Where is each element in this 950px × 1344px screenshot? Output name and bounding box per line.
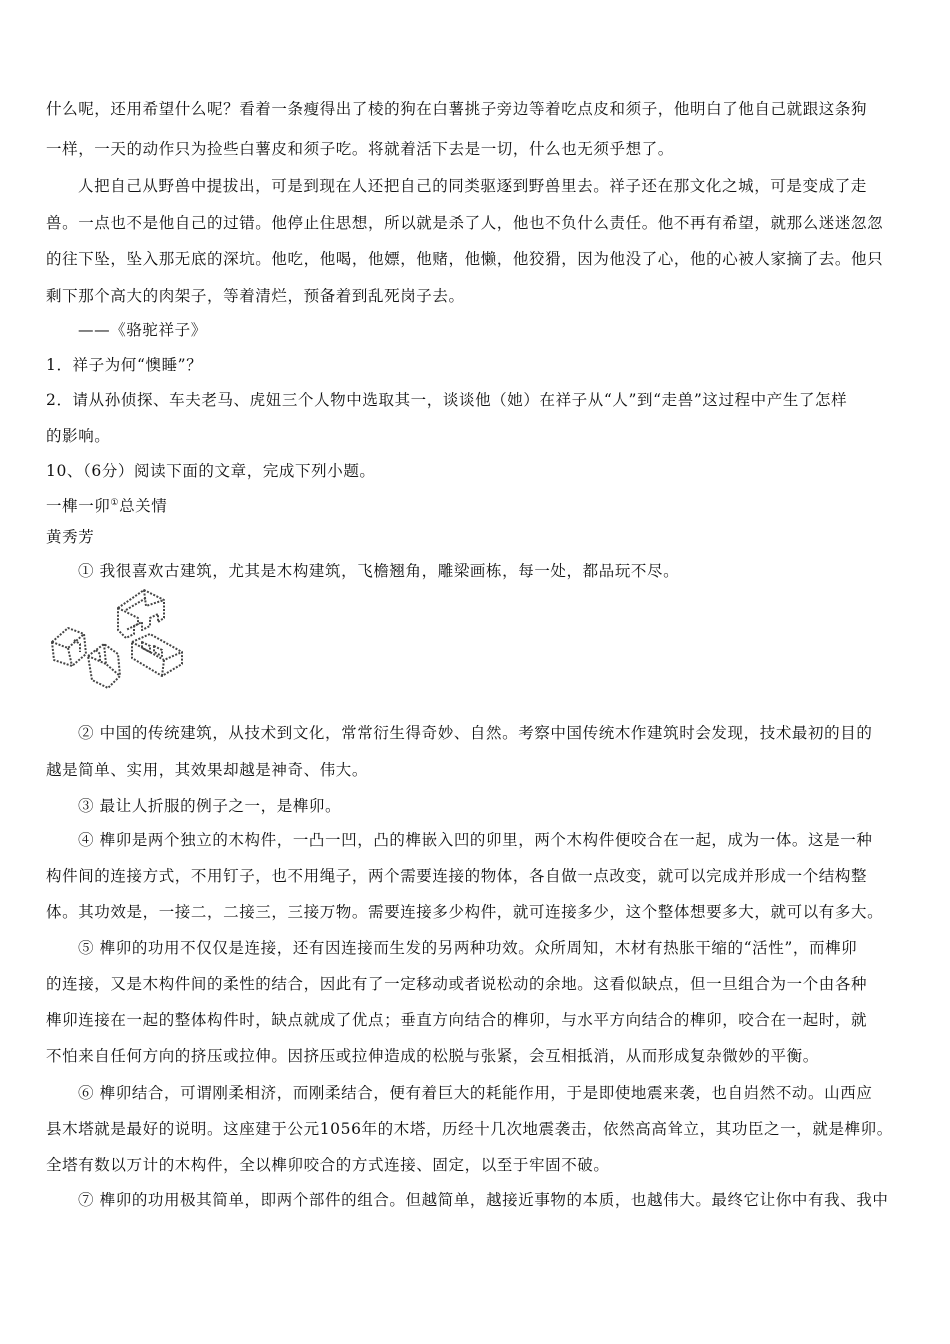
passage-line: 一样，一天的动作只为捡些白薯皮和须子吃。将就着活下去是一切，什么也无须乎想了。	[46, 140, 674, 158]
paragraph-6: ⑥ 榫卯结合，可谓刚柔相济，而刚柔结合，便有着巨大的耗能作用，于是即使地震来袭，也自岿然不动。山西应	[78, 1084, 873, 1102]
passage-line: 什么呢，还用希望什么呢？看着一条瘦得出了棱的狗在白薯挑子旁边等着吃点皮和须子，他明白了他自己就跟这条狗	[46, 100, 868, 118]
paragraph-5-continued: 的连接，又是木构件间的柔性的结合，因此有了一定移动或者说松动的余地。这看似缺点，但一旦组合为一个由各种	[46, 975, 868, 993]
paragraph-5-continued: 不怕来自任何方向的挤压或拉伸。因挤压或拉伸造成的松脱与张紧，会互相抵消，从而形成复杂微妙的平衡。	[46, 1047, 819, 1065]
paragraph-4: ④ 榫卯是两个独立的木构件，一凸一凹，凸的榫嵌入凹的卯里，两个木构件便咬合在一起，成为一体。这是一种	[78, 831, 873, 849]
question-1: 1．祥子为何“懊睡”？	[46, 356, 203, 374]
passage-source: ——《骆驼祥子》	[78, 321, 207, 339]
mortise-tenon-illustration	[46, 584, 192, 696]
paragraph-4-continued: 体。其功效是，一接二，二接三，三接万物。需要连接多少构件，就可连接多少，这个整体想要多大，就可以有多大。	[46, 903, 884, 921]
paragraph-6-continued: 县木塔就是最好的说明。这座建于公元1056年的木塔，历经十几次地震袭击，依然高高耸立，其功臣之一，就是榫卯。	[46, 1120, 893, 1138]
paragraph-5: ⑤ 榫卯的功用不仅仅是连接，还有因连接而生发的另两种功效。众所周知，木材有热胀干缩的“活性”，而榫卯	[78, 939, 858, 957]
question-2: 2．请从孙侦探、车夫老马、虎妞三个人物中选取其一，谈谈他（她）在祥子从“人”到“走兽”这过程中产生了怎样	[46, 391, 848, 409]
paragraph-2-continued: 越是简单、实用，其效果却越是神奇、伟大。	[46, 761, 369, 779]
paragraph-2: ② 中国的传统建筑，从技术到文化，常常衍生得奇妙、自然。考察中国传统木作建筑时会发现，技术最初的目的	[78, 724, 873, 742]
article-author: 黄秀芳	[46, 528, 95, 546]
passage-line: 的往下坠，坠入那无底的深坑。他吃，他喝，他嫖，他赌，他懒，他狡猾，因为他没了心，他的心被人家摘了去。他只	[46, 250, 884, 268]
paragraph-5-continued: 榫卯连接在一起的整体构件时，缺点就成了优点；垂直方向结合的榫卯，与水平方向结合的榫卯，咬合在一起时，就	[46, 1011, 868, 1029]
question-2-continued: 的影响。	[46, 427, 111, 445]
paragraph-3: ③ 最让人折服的例子之一，是榫卯。	[78, 797, 342, 815]
passage-line: 人把自己从野兽中提拔出，可是到现在人还把自己的同类驱逐到野兽里去。祥子还在那文化之城，可是变成了走	[78, 177, 867, 195]
paragraph-6-continued: 全塔有数以万计的木构件，全以榫卯咬合的方式连接、固定，以至于牢固不破。	[46, 1156, 610, 1174]
paragraph-4-continued: 构件间的连接方式，不用钉子，也不用绳子，两个需要连接的物体，各自做一点改变，就可以完成并形成一个结构整	[46, 867, 868, 885]
passage-line: 兽。一点也不是他自己的过错。他停止住思想，所以就是杀了人，他也不负什么责任。他不再有希望，就那么迷迷忽忽	[46, 214, 884, 232]
section-10-header: 10、（6分）阅读下面的文章，完成下列小题。	[46, 462, 376, 480]
article-title: 一榫一卯①总关情	[46, 497, 168, 516]
passage-line: 剩下那个高大的肉架子，等着清烂，预备着到乱死岗子去。	[46, 287, 465, 305]
paragraph-1: ① 我很喜欢古建筑，尤其是木构建筑，飞檐翘角，雕梁画栋，每一处，都品玩不尽。	[78, 562, 680, 580]
paragraph-7: ⑦ 榫卯的功用极其简单，即两个部件的组合。但越简单，越接近事物的本质，也越伟大。最终它让你中有我、我中	[78, 1191, 889, 1209]
